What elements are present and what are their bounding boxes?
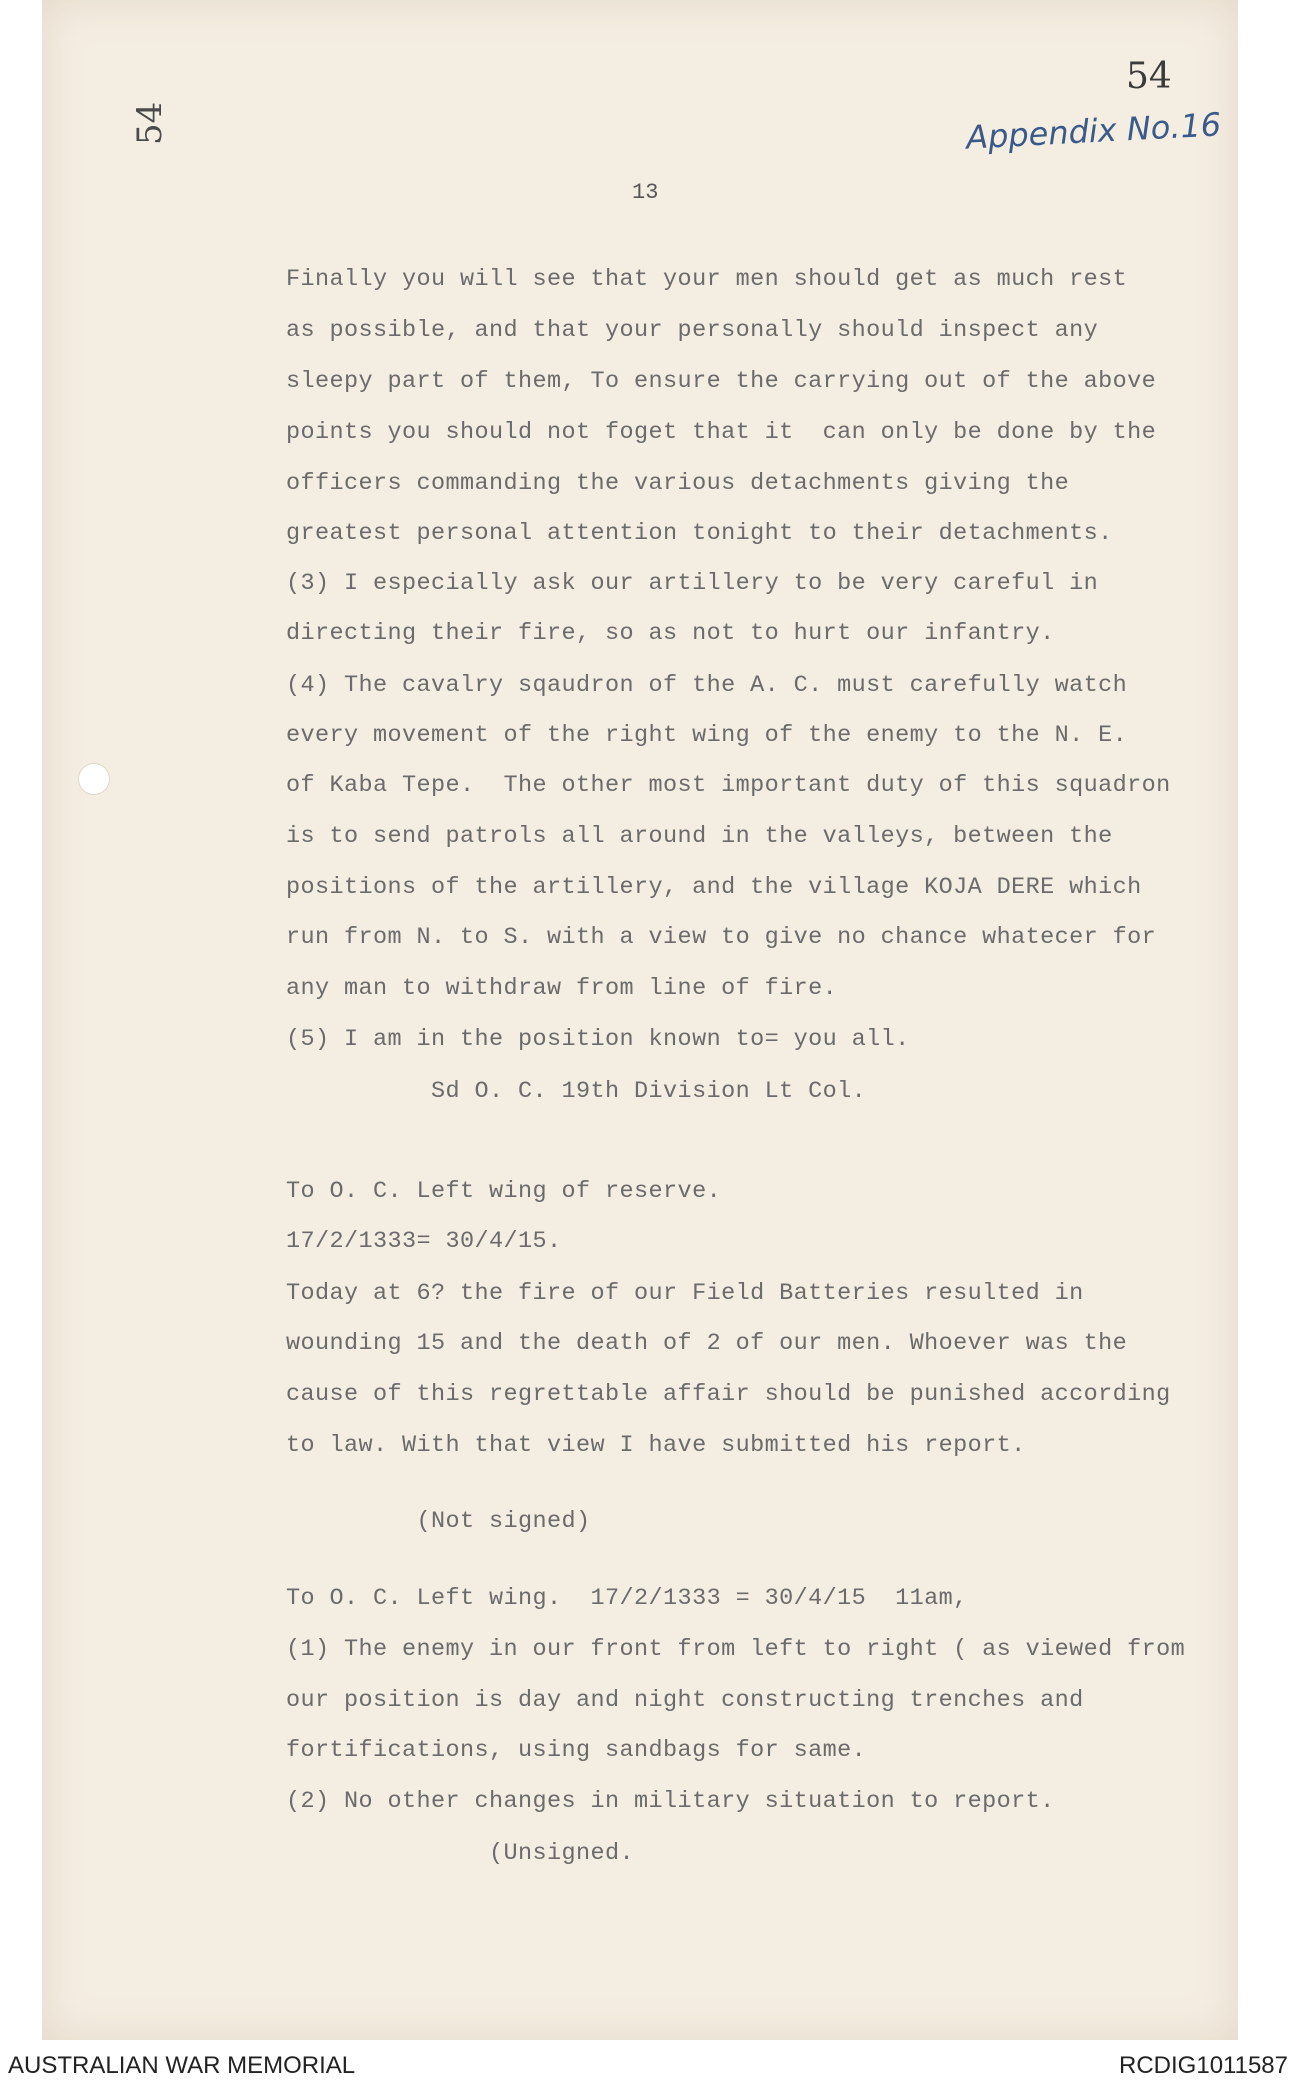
text-line: fortifications, using sandbags for same. xyxy=(286,1737,867,1764)
text-line: of Kaba Tepe. The other most important duty of this squadron xyxy=(286,772,1171,799)
text-line: as possible, and that your personally should inspect any xyxy=(286,317,1099,344)
text-line: To O. C. Left wing. 17/2/1333 = 30/4/15 11am, xyxy=(286,1585,968,1612)
text-line: every movement of the right wing of the enemy to the N. E. xyxy=(286,722,1128,749)
text-line: (1) The enemy in our front from left to right ( as viewed from xyxy=(286,1636,1186,1663)
text-line: 17/2/1333= 30/4/15. xyxy=(286,1228,562,1255)
text-line: greatest personal attention tonight to their detachments. xyxy=(286,520,1113,547)
folio-number-top: 54 xyxy=(1126,56,1172,97)
text-line: sleepy part of them, To ensure the carrying out of the above xyxy=(286,368,1157,395)
text-line: directing their fire, so as not to hurt our infantry. xyxy=(286,620,1055,647)
text-line: To O. C. Left wing of reserve. xyxy=(286,1178,722,1205)
text-line: Today at 6? the fire of our Field Batteries resulted in xyxy=(286,1280,1084,1307)
text-line: (2) No other changes in military situation to report. xyxy=(286,1788,1055,1815)
text-line: any man to withdraw from line of fire. xyxy=(286,975,838,1002)
text-line: wounding 15 and the death of 2 of our men. Whoever was the xyxy=(286,1330,1128,1357)
text-line: our position is day and night constructing trenches and xyxy=(286,1687,1084,1714)
text-line: positions of the artillery, and the village KOJA DERE which xyxy=(286,874,1142,901)
text-line: (Not signed) xyxy=(286,1508,591,1535)
text-line: run from N. to S. with a view to give no chance whatecer for xyxy=(286,924,1157,951)
text-line: is to send patrols all around in the valleys, between the xyxy=(286,823,1113,850)
text-line: (5) I am in the position known to= you all. xyxy=(286,1026,910,1053)
text-line: (3) I especially ask our artillery to be very careful in xyxy=(286,570,1099,597)
text-line: (4) The cavalry sqaudron of the A. C. must carefully watch xyxy=(286,672,1128,699)
text-line: cause of this regrettable affair should be punished according xyxy=(286,1381,1171,1408)
punch-hole xyxy=(78,763,110,795)
document-page xyxy=(42,0,1238,2040)
footer-record-id: RCDIG1011587 xyxy=(1119,2052,1288,2079)
footer-institution: AUSTRALIAN WAR MEMORIAL xyxy=(8,2052,356,2079)
text-line: Finally you will see that your men should get as much rest xyxy=(286,266,1128,293)
appendix-handwritten-note: Appendix No.16 xyxy=(965,105,1223,157)
text-line: (Unsigned. xyxy=(286,1840,635,1867)
text-line: points you should not foget that it can only be done by the xyxy=(286,419,1157,446)
page-number: 13 xyxy=(632,180,659,205)
text-line: officers commanding the various detachments giving the xyxy=(286,470,1070,497)
text-line: to law. With that view I have submitted his report. xyxy=(286,1432,1026,1459)
text-line: Sd O. C. 19th Division Lt Col. xyxy=(286,1078,867,1105)
folio-number-side: 54 xyxy=(130,101,170,145)
